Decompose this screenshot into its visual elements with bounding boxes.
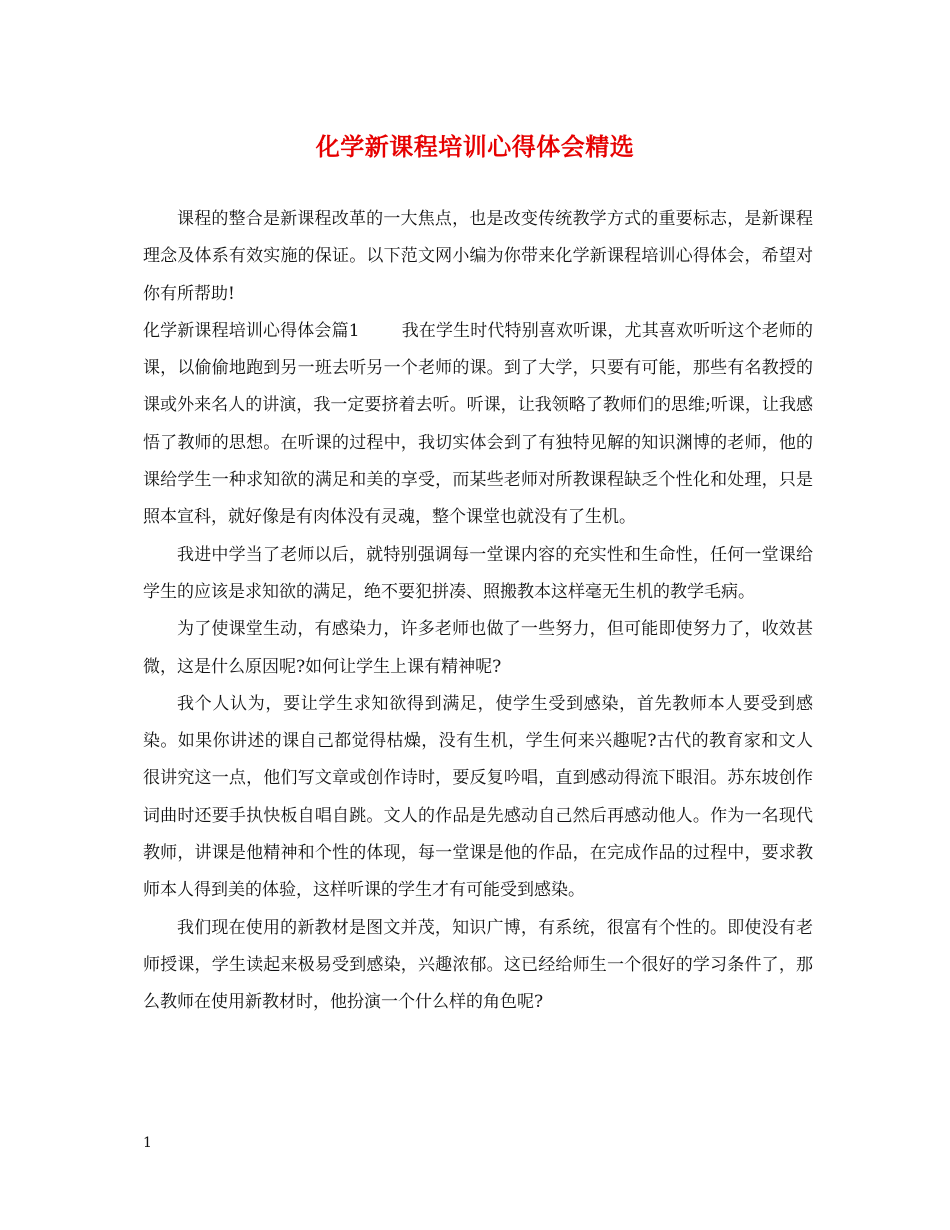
section-paragraph — [143, 313, 813, 537]
body-paragraph: 我个人认为，要让学生求知欲得到满足，使学生受到感染，首先教师本人要受到感染。如果你讲述的课自己都觉得枯燥，没有生机，学生何来兴趣呢?古代的教育家和文人很讲究这一点，他们写文章或创作诗时，要反复吟唱，直到感动得流下眼泪。苏东坡创作词曲时还要手执快板自唱自跳。文人的作品是先感动自己然后再感动他人。作为一名现代教师，讲课是他精神和个性的体现，每一堂课是他的作品，在完成作品的过程中，要求教师本人得到美的体验，这样听课的学生才有可能受到感染。 — [143, 693, 813, 901]
section-first-paragraph: 我在学生时代特别喜欢听课，尤其喜欢听听这个老师的课，以偷偷地跑到另一班去听另一个老师的课。到了大学，只要有可能，那些有名教授的课或外来名人的讲演，我一定要挤着去听。听课，让我领略了教师们的思维;听课，让我感悟了教师的思想。在听课的过程中，我切实体会到了有独特见解的知识渊博的老师，他的课给学生一种求知欲的满足和美的享受，而某些老师对所教课程缺乏个性化和处理，只是照本宣科，就好像是有肉体没有灵魂，整个课堂也就没有了生机。 — [143, 320, 813, 528]
page-number: 1 — [143, 1135, 152, 1151]
body-paragraph: 为了使课堂生动，有感染力，许多老师也做了一些努力，但可能即使努力了，收效甚微，这是什么原因呢?如何让学生上课有精神呢? — [143, 619, 813, 677]
document-title: 化学新课程培训心得体会精选 — [315, 132, 635, 161]
section-heading: 化学新课程培训心得体会篇1 — [143, 320, 360, 341]
body-paragraph: 我进中学当了老师以后，就特别强调每一堂课内容的充实性和生命性，任何一堂课给学生的应该是求知欲的满足，绝不要犯拼凑、照搬教本这样毫无生机的教学毛病。 — [143, 544, 813, 602]
body-paragraph: 我们现在使用的新教材是图文并茂，知识广博，有系统，很富有个性的。即使没有老师授课，学生读起来极易受到感染，兴趣浓郁。这已经给师生一个很好的学习条件了，那么教师在使用新教材时，他扮演一个什么样的角色呢? — [143, 917, 813, 1013]
document-body — [143, 201, 813, 1022]
intro-paragraph: 课程的整合是新课程改革的一大焦点，也是改变传统教学方式的重要标志，是新课程理念及体系有效实施的保证。以下范文网小编为你带来化学新课程培训心得体会，希望对你有所帮助! — [143, 209, 813, 304]
